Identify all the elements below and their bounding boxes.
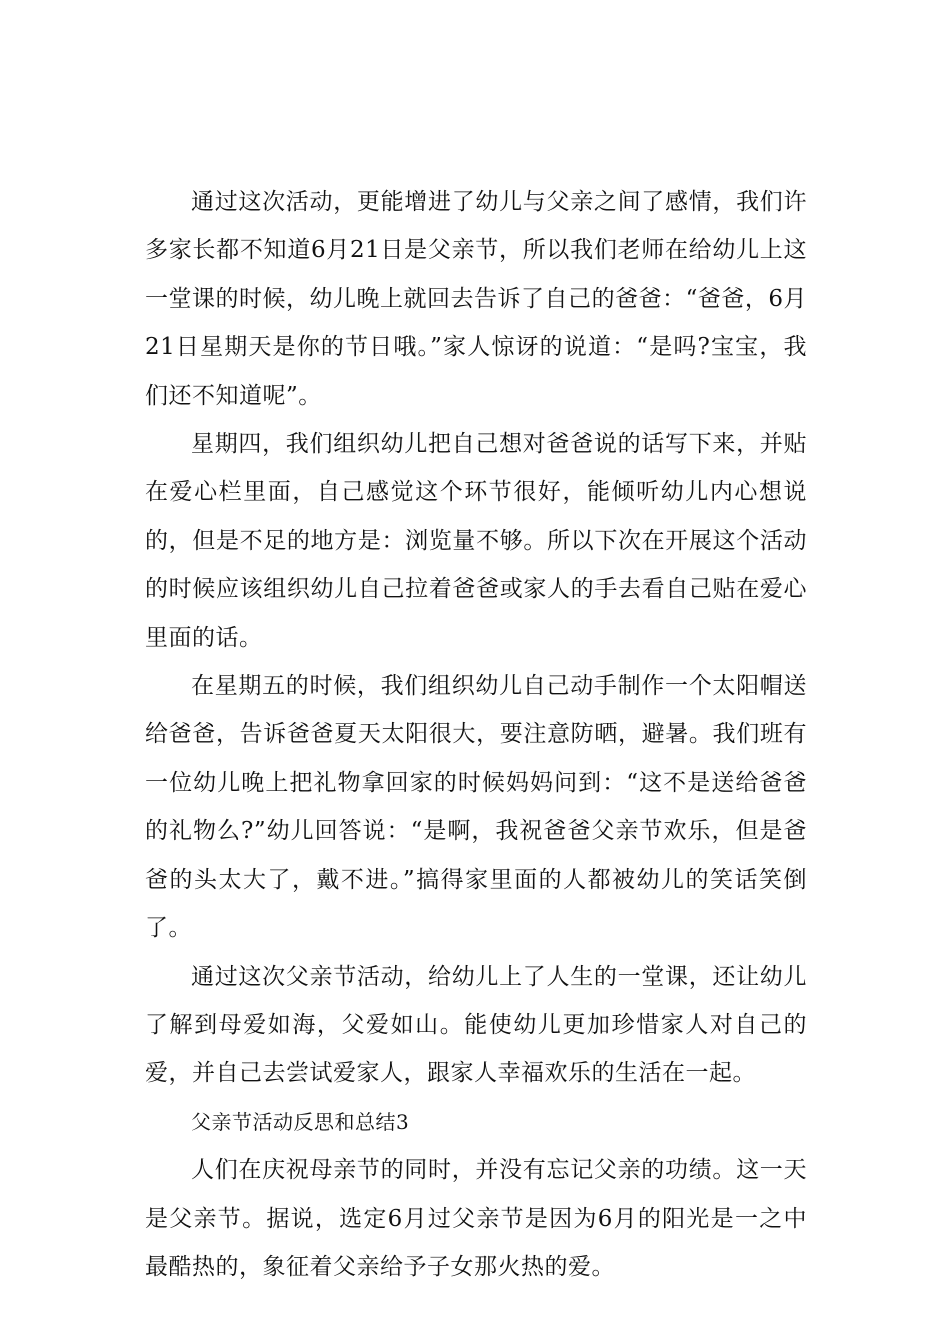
body-paragraph-5: 人们在庆祝母亲节的同时，并没有忘记父亲的功绩。这一天是父亲节。据说，选定6月过父亲节是因为6月的阳光是一之中最酷热的，象征着父亲给予子女那火热的爱。 [145, 1157, 807, 1280]
section-heading: 父亲节活动反思和总结3 [191, 1109, 410, 1134]
document-body [145, 178, 807, 1291]
body-paragraph-4: 通过这次父亲节活动，给幼儿上了人生的一堂课，还让幼儿了解到母爱如海，父爱如山。能使幼儿更加珍惜家人对自己的爱，并自己去尝试爱家人，跟家人幸福欢乐的生活在一起。 [145, 963, 807, 1087]
body-paragraph-3: 在星期五的时候，我们组织幼儿自己动手制作一个太阳帽送给爸爸，告诉爸爸夏天太阳很大，要注意防晒，避暑。我们班有一位幼儿晚上把礼物拿回家的时候妈妈问到：“这不是送给爸爸的礼物么?”幼儿回答说：“是啊，我祝爸爸父亲节欢乐，但是爸爸的头太大了，戴不进。”搞得家里面的人都被幼儿的笑话笑倒了。 [145, 673, 807, 942]
body-paragraph-2: 星期四，我们组织幼儿把自己想对爸爸说的话写下来，并贴在爱心栏里面，自己感觉这个环节很好，能倾听幼儿内心想说的，但是不足的地方是：浏览量不够。所以下次在开展这个活动的时候应该组织幼儿自己拉着爸爸或家人的手去看自己贴在爱心里面的话。 [145, 431, 807, 651]
body-paragraph-1: 通过这次活动，更能增进了幼儿与父亲之间了感情，我们许多家长都不知道6月21日是父亲节，所以我们老师在给幼儿上这一堂课的时候，幼儿晚上就回去告诉了自己的爸爸：“爸爸，6月21日星期天是你的节日哦。”家人惊讶的说道：“是吗?宝宝，我们还不知道呢”。 [145, 189, 807, 409]
